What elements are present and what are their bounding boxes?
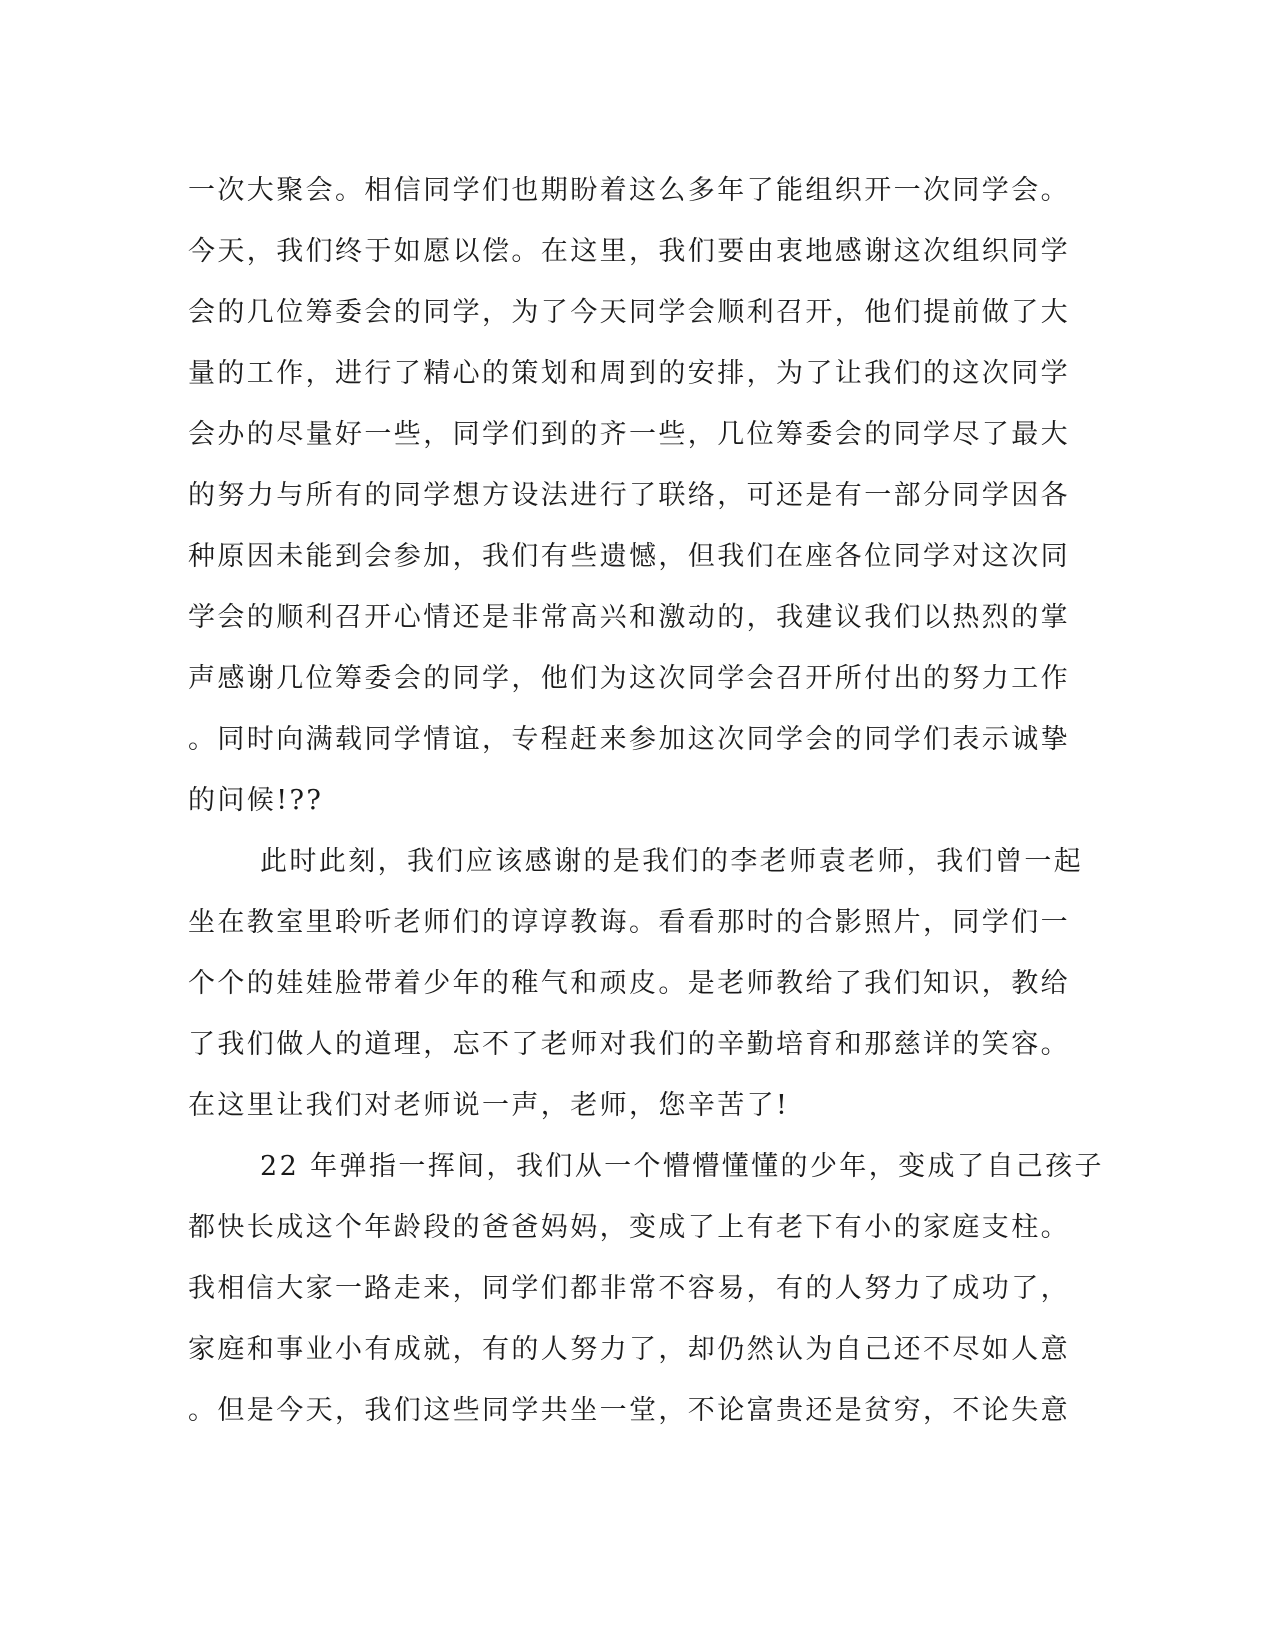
text-line: 的问候!?? — [188, 785, 324, 816]
text-line: 的努力与所有的同学想方设法进行了联络，可还是有一部分同学因各 — [188, 480, 1070, 511]
text-line: 了我们做人的道理，忘不了老师对我们的辛勤培育和那慈详的笑容。 — [188, 1029, 1070, 1060]
text-line: 学会的顺利召开心情还是非常高兴和激动的，我建议我们以热烈的掌 — [188, 602, 1070, 633]
text-line: 会的几位筹委会的同学，为了今天同学会顺利召开，他们提前做了大 — [188, 297, 1070, 328]
text-line: 坐在教室里聆听老师们的谆谆教诲。看看那时的合影照片，同学们一 — [188, 907, 1070, 938]
text-line: 我相信大家一路走来，同学们都非常不容易，有的人努力了成功了， — [188, 1273, 1070, 1304]
text-line: 家庭和事业小有成就，有的人努力了，却仍然认为自己还不尽如人意 — [188, 1334, 1070, 1365]
text-line: 一次大聚会。相信同学们也期盼着这么多年了能组织开一次同学会。 — [188, 175, 1070, 206]
text-line: 声感谢几位筹委会的同学，他们为这次同学会召开所付出的努力工作 — [188, 663, 1070, 694]
body-text — [188, 160, 1104, 1441]
text-line: 。同时向满载同学情谊，专程赶来参加这次同学会的同学们表示诚挚 — [188, 724, 1070, 755]
paragraph-start-line: 22 年弹指一挥间，我们从一个懵懵懂懂的少年，变成了自己孩子 — [260, 1151, 1104, 1182]
paragraph-start-line: 此时此刻，我们应该感谢的是我们的李老师袁老师，我们曾一起 — [260, 846, 1084, 877]
text-line: 会办的尽量好一些，同学们到的齐一些，几位筹委会的同学尽了最大 — [188, 419, 1070, 450]
text-line: 在这里让我们对老师说一声，老师，您辛苦了! — [188, 1090, 790, 1121]
text-line: 种原因未能到会参加，我们有些遗憾，但我们在座各位同学对这次同 — [188, 541, 1070, 572]
text-line: 量的工作，进行了精心的策划和周到的安排，为了让我们的这次同学 — [188, 358, 1070, 389]
text-line: 个个的娃娃脸带着少年的稚气和顽皮。是老师教给了我们知识，教给 — [188, 968, 1070, 999]
text-line: 。但是今天，我们这些同学共坐一堂，不论富贵还是贫穷，不论失意 — [188, 1395, 1070, 1426]
text-line: 都快长成这个年龄段的爸爸妈妈，变成了上有老下有小的家庭支柱。 — [188, 1212, 1070, 1243]
text-line: 今天，我们终于如愿以偿。在这里，我们要由衷地感谢这次组织同学 — [188, 236, 1070, 267]
